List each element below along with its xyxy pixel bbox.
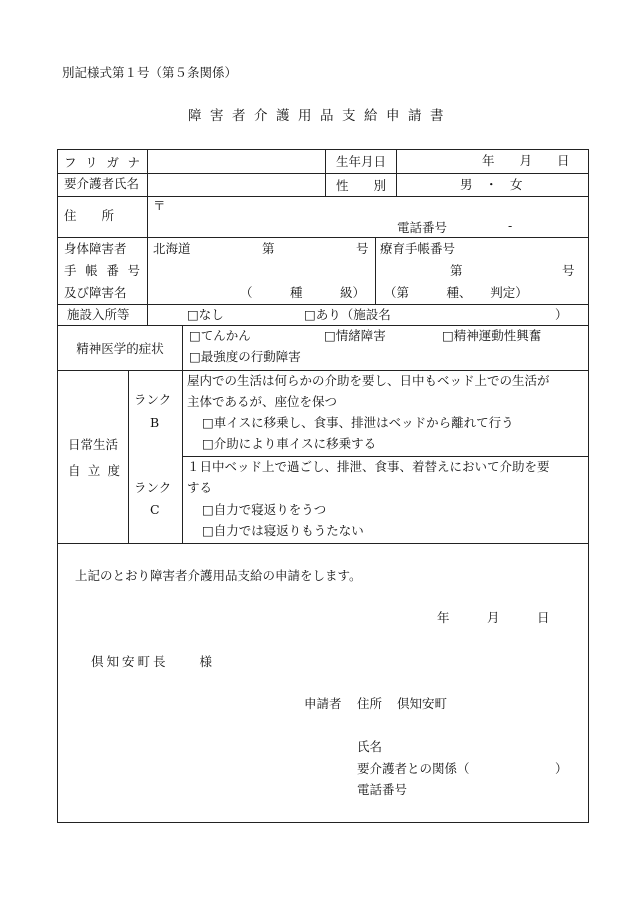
address-field[interactable]	[150, 198, 586, 235]
furigana-label: フ リ ガ ナ	[64, 155, 140, 170]
cert-number-label: 手 帳 番 号	[64, 263, 140, 278]
address-label: 住 所	[64, 208, 115, 223]
rank-b-label: ランク	[134, 392, 172, 407]
independence-label: 自 立 度	[68, 463, 120, 478]
facility-close-paren: ）	[555, 307, 568, 322]
epilepsy-checkbox[interactable]: □てんかん	[189, 328, 251, 343]
addressee: 倶知安町長 様	[91, 654, 216, 669]
psych-label: 精神医学的症状	[76, 341, 164, 356]
daily-life-label: 日常生活	[68, 437, 119, 452]
disability-cert-label: 身体障害者 手 帳 番 号 及び障害名	[64, 241, 140, 300]
rank-c-label: ランク	[134, 480, 172, 495]
birthdate-field[interactable]: 年 月 日	[482, 153, 570, 168]
rank-c-desc-1: １日中ベッド上で過ごし、排泄、食事、着替えにおいて介助を要	[187, 459, 550, 474]
rank-b-option-2-checkbox[interactable]: □介助により車イスに移乗する	[202, 436, 377, 451]
rank-c-option-2-checkbox[interactable]: □自力では寝返りもうたない	[202, 523, 364, 538]
applicant-phone-label: 電話番号	[357, 782, 408, 797]
cert-grade-text[interactable]: （ 種 級）	[240, 285, 366, 300]
postal-mark: 〒	[153, 198, 166, 213]
facility-yes-checkbox[interactable]: □あり（施設名	[304, 307, 391, 322]
rank-c-option-1-checkbox[interactable]: □自力で寝返りをうつ	[202, 502, 327, 517]
rank-b-desc-2: 主体であるが、座位を保つ	[187, 394, 338, 409]
facility-label: 施設入所等	[67, 307, 130, 322]
cert-dai-text: 第	[262, 241, 275, 256]
relation-label: 要介護者との関係（	[357, 761, 470, 776]
application-date[interactable]: 年 月 日	[437, 610, 550, 625]
applicant-address-label: 住所	[357, 696, 383, 711]
prefecture-text: 北海道	[153, 241, 191, 256]
ryoiku-dai-text: 第	[450, 263, 463, 278]
rank-b-letter: B	[150, 415, 160, 430]
applicant-address-value[interactable]: 倶知安町	[397, 696, 448, 711]
relation-close-paren: ）	[555, 761, 568, 776]
declaration-statement: 上記のとおり障害者介護用品支給の申請をします。	[75, 568, 362, 583]
applicant-name-label: 氏名	[357, 739, 383, 754]
caretaker-name-field[interactable]	[150, 175, 322, 195]
rank-b-option-1-checkbox[interactable]: □車イスに移乗し、食事、排泄はベッドから離れて行う	[202, 415, 514, 430]
rank-b-desc-1: 屋内での生活は何らかの介助を要し、日中もベッド上での生活が	[187, 373, 550, 388]
sex-options[interactable]: 男 ・ 女	[460, 177, 523, 192]
furigana-field[interactable]	[150, 151, 322, 171]
facility-none-checkbox[interactable]: □なし	[187, 307, 224, 322]
cert-go-text: 号	[356, 241, 369, 256]
ryoiku-grade-text[interactable]: （第 種、 判定）	[384, 285, 528, 300]
phone-label: 電話番号	[397, 220, 448, 235]
rank-c-desc-2: する	[187, 480, 213, 495]
birthdate-label: 生年月日	[335, 154, 386, 169]
emotional-disorder-checkbox[interactable]: □情緒障害	[324, 328, 386, 343]
psychomotor-excitement-checkbox[interactable]: □精神運動性興奮	[442, 328, 542, 343]
sex-label: 性 別	[335, 177, 386, 193]
ryoiku-label: 療育手帳番号	[380, 241, 456, 256]
phone-separator: -	[508, 218, 513, 233]
rank-c-letter: C	[150, 502, 160, 517]
form-title: 障害者介護用品支給申請書	[188, 108, 452, 124]
form-number: 別記様式第１号（第５条関係）	[62, 65, 238, 80]
severe-behavior-checkbox[interactable]: □最強度の行動障害	[189, 349, 301, 364]
caretaker-name-label: 要介護者氏名	[64, 176, 140, 191]
relation-field[interactable]	[480, 760, 552, 778]
applicant-label: 申請者	[304, 696, 342, 711]
ryoiku-go-text: 号	[562, 263, 575, 278]
